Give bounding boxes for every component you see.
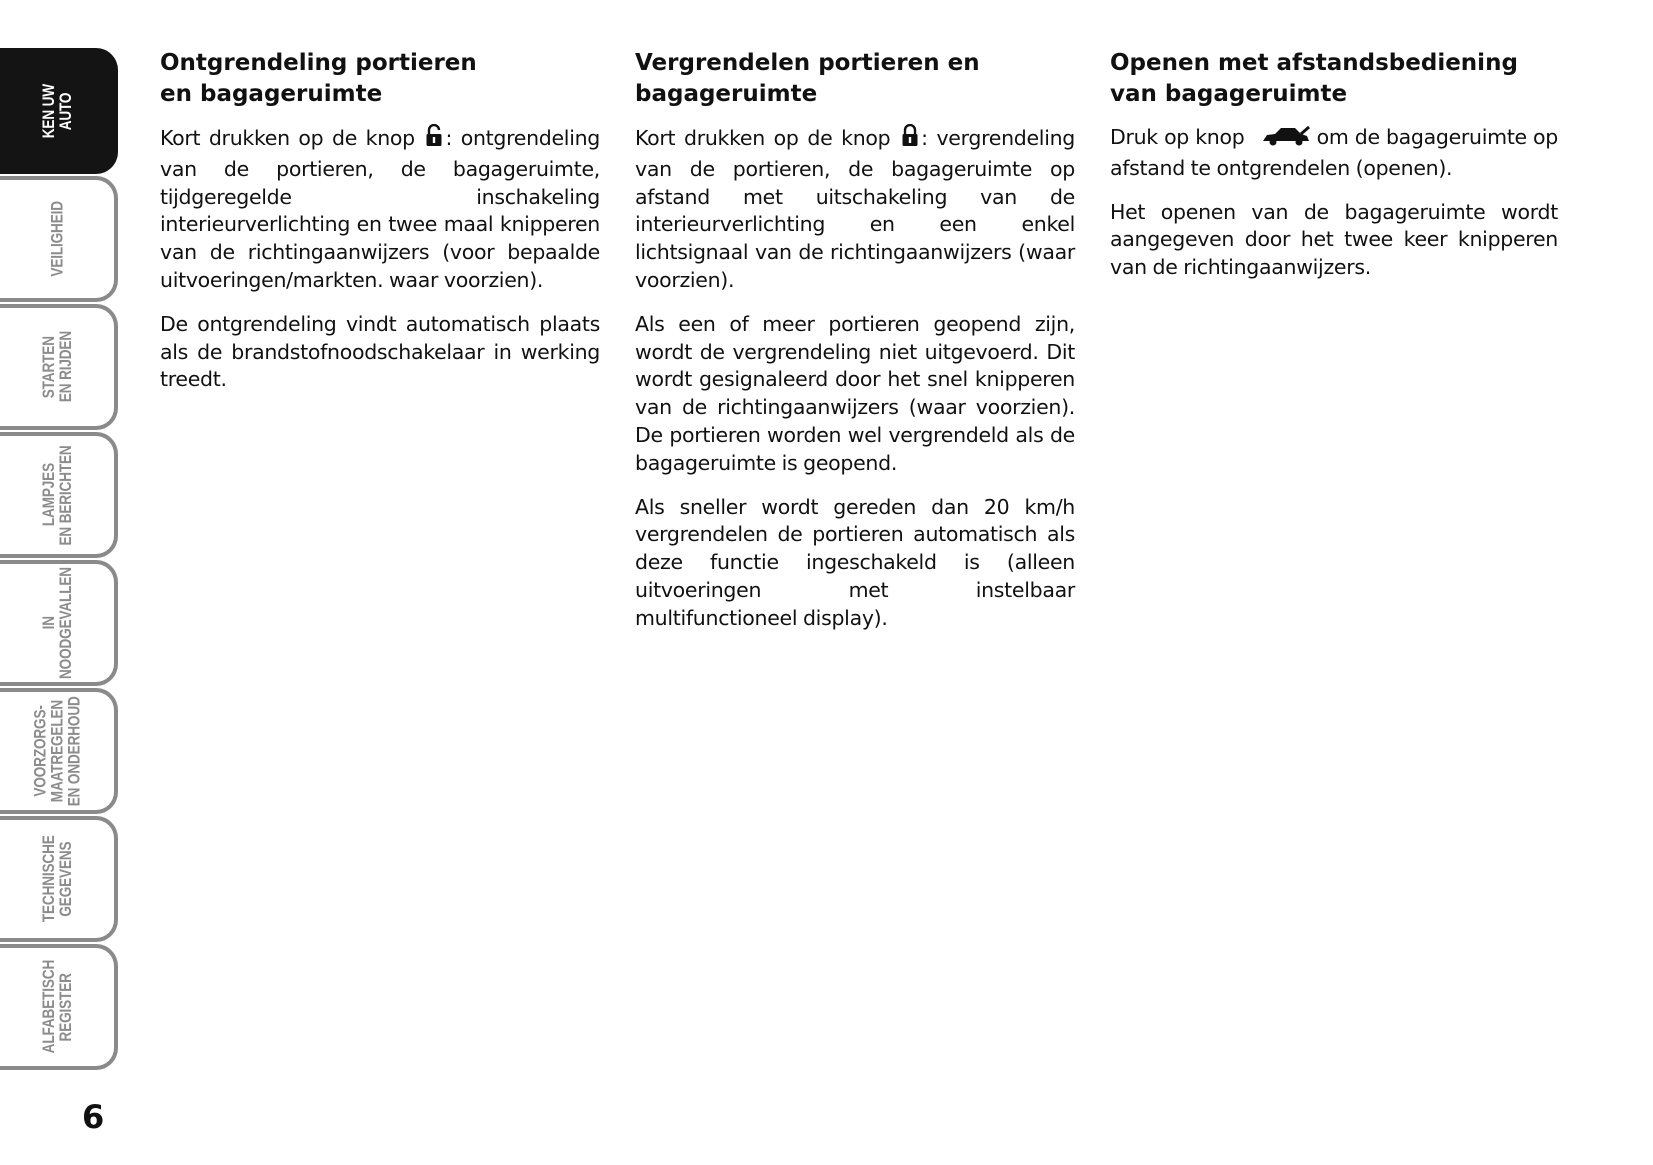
tab-label (32, 692, 83, 810)
tab-label-line: AUTO (56, 92, 75, 130)
tab-label (40, 52, 74, 170)
tab-starten-en-rijden[interactable] (0, 304, 118, 430)
tab-label-line: LAMPJES (39, 463, 58, 527)
heading-line: bagageruimte (635, 81, 818, 107)
paragraph: Als sneller wordt gereden dan 20 km/h vergrendelen de portieren automatisch als deze functie ingeschakeld is (alleen uitvoeringen met instelbaar multifunctioneel display). (635, 494, 1075, 630)
tab-ken-uw-auto[interactable] (0, 48, 118, 174)
tab-label-line: REGISTER (56, 972, 75, 1042)
paragraph (635, 124, 1075, 295)
section-heading-lock (635, 48, 1075, 110)
tab-label-line: STARTEN (39, 335, 58, 399)
column-lock (635, 48, 1075, 649)
tab-label (40, 948, 74, 1066)
tab-technische-gegevens[interactable] (0, 816, 118, 942)
car-trunk-icon (1261, 125, 1311, 155)
tab-label (40, 564, 74, 682)
column-unlock (160, 48, 600, 410)
tab-label-line: GEGEVENS (56, 841, 75, 917)
paragraph (160, 124, 600, 295)
lock-icon (901, 124, 919, 156)
tab-label (40, 308, 74, 426)
paragraph: Het openen van de bagageruimte wordt aangegeven door het twee keer knipperen van de richtingaanwijzers. (1110, 199, 1558, 280)
paragraph-text: om de bagageruimte op afstand te ontgrendelen (openen). (1110, 125, 1559, 180)
unlock-icon (425, 124, 443, 156)
tab-label-line: MAATREGELEN (47, 699, 67, 803)
tab-veiligheid[interactable] (0, 176, 118, 302)
heading-line: en bagageruimte (160, 81, 383, 107)
tab-alfabetisch-register[interactable] (0, 944, 118, 1070)
tab-label-line: VEILIGHEID (47, 201, 67, 277)
chapter-sidebar (0, 48, 122, 1090)
tab-label-line: EN ONDERHOUD (64, 696, 84, 806)
paragraph: De ontgrendeling vindt automatisch plaats als de brandstofnoodschakelaar in werking treedt. (160, 311, 600, 392)
paragraph-text: : ontgrendeling van de portieren, de bagageruimte, tijdgeregelde inschakeling interieurverlichting en twee maal knipperen van de richtingaanwijzers (voor bepaalde uitvoeringen/markten. waar voorzien). (160, 126, 600, 292)
tab-label-line: EN BERICHTEN (56, 444, 75, 546)
section-heading-trunk (1110, 48, 1558, 110)
tab-in-noodgevallen[interactable] (0, 560, 118, 686)
heading-line: Vergrendelen portieren en (635, 50, 980, 76)
paragraph-text: Kort drukken op de knop (635, 126, 891, 150)
heading-line: Openen met afstandsbediening (1110, 50, 1518, 76)
heading-line: Ontgrendeling portieren (160, 50, 477, 76)
tab-label (49, 180, 66, 298)
column-trunk (1110, 48, 1558, 298)
tab-label-line: VOORZORGS- (30, 705, 50, 797)
tab-label (40, 436, 74, 554)
page-number: 6 (82, 1098, 105, 1136)
tab-label-line: IN (39, 616, 58, 630)
tab-label-line: KEN UW (39, 83, 58, 139)
paragraph-text: : vergrendeling van de portieren, de bagageruimte op afstand met uitschakeling van de interieurverlichting en een enkel lichtsignaal van de richtingaanwijzers (waar voorzien). (635, 126, 1076, 292)
tab-label-line: TECHNISCHE (39, 835, 58, 923)
paragraph (1110, 124, 1558, 183)
tab-lampjes-en-berichten[interactable] (0, 432, 118, 558)
section-heading-unlock (160, 48, 600, 110)
paragraph-text: Kort drukken op de knop (160, 126, 415, 150)
heading-line: van bagageruimte (1110, 81, 1348, 107)
tab-label-line: NOODGEVALLEN (56, 567, 75, 679)
tab-label (40, 820, 74, 938)
tab-label-line: ALFABETISCH (39, 960, 58, 1054)
paragraph-text: Druk op knop (1110, 125, 1245, 149)
tab-label-line: EN RIJDEN (56, 331, 75, 403)
tab-voorzorgsmaatregelen[interactable] (0, 688, 118, 814)
paragraph: Als een of meer portieren geopend zijn, wordt de vergrendeling niet uitgevoerd. Dit wordt gesignaleerd door het snel knipperen van de richtingaanwijzers (waar voorzien). De portieren worden wel vergrendeld als de bagageruimte is geopend. (635, 311, 1075, 475)
